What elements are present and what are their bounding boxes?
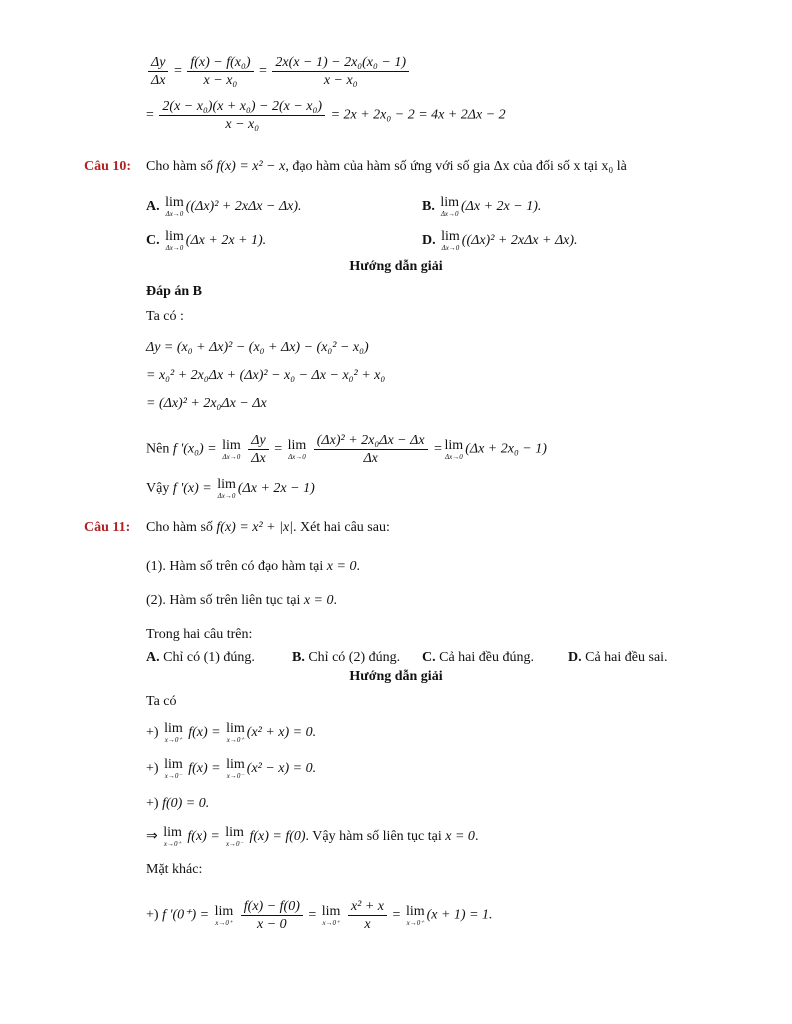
q11-option-b[interactable]: B. Chỉ có (2) đúng. (292, 650, 401, 665)
q10-vay-line: Vậy f '(x) = lim Δx→0 (Δx + 2x − 1) (146, 477, 315, 500)
fraction: $\frac{\Delta y}{\Delta x}$ (248, 432, 268, 467)
q10-answer: Đáp án B (146, 284, 203, 299)
q10-dy-line-2: = x₀² + 2x₀Δx + (Δx)² − x₀ − Δx − x₀² + x₀ (146, 368, 386, 383)
fraction: $\frac{\text{2(x − x₀)(x + x₀) − 2(x − x₀)}}{\text{x − x₀}}$ (159, 98, 325, 133)
q11-option-c[interactable]: C. Cả hai đều đúng. (422, 650, 534, 665)
q11-line-derivative: +) f '(0⁺) = lim x→0⁺ $\frac{f(x) - f(0)}{x - 0}$ = lim x→0⁺ $\frac{\text{x² + x}}{x}$ = lim x→0⁺ (x + 1) = 1. (146, 899, 493, 932)
question-11-label: Câu 11: (84, 520, 131, 535)
q10-guide-title: Hướng dẫn giải (349, 259, 443, 274)
derivation-line-2: = $\frac{\text{2(x − x₀)(x + x₀) − 2(x − x₀)}}{\text{x − x₀}}$ = 2x + 2x₀ − 2 = 4x + 2Δx − 2 (146, 99, 506, 132)
q10-dy-line-3: = (Δx)² + 2x₀Δx − Δx (146, 396, 267, 411)
q11-statement-2: (2). Hàm số trên liên tục tại x = 0. (146, 593, 338, 608)
q11-option-d[interactable]: D. Cả hai đều sai. (568, 650, 668, 665)
fraction: $\frac{\text{x² + x}}{x}$ (348, 898, 387, 933)
q11-ta-co: Ta có (146, 694, 177, 709)
question-10-stem: Cho hàm số f(x) = x² − x, đạo hàm của hàm số ứng với số gia Δx của đối số x tại x₀ là (146, 159, 627, 174)
q11-option-a[interactable]: A. Chỉ có (1) đúng. (146, 650, 255, 665)
fraction: $\frac{\text{2x(x − 1) − 2x₀(x₀ − 1)}}{\text{x − x₀}}$ (272, 54, 409, 89)
q11-line-continuity: ⇒ lim x→0⁺ f(x) = lim x→0⁻ f(x) = f(0). Vậy hàm số liên tục tại x = 0. (146, 825, 479, 848)
q11-line-limit-right: +) lim x→0⁺ f(x) = lim x→0⁺ (x² + x) = 0. (146, 721, 317, 744)
q10-option-d[interactable]: D. lim Δx→0 ((Δx)² + 2xΔx + Δx). (422, 229, 578, 252)
q10-option-a[interactable]: A. lim Δx→0 ((Δx)² + 2xΔx − Δx). (146, 195, 302, 218)
question-11-stem: Cho hàm số f(x) = x² + |x|. Xét hai câu sau: (146, 520, 390, 535)
fraction: $\frac{\text{f(x) − f(x₀)}}{\text{x − x₀}}$ (187, 54, 253, 89)
q11-statement-1: (1). Hàm số trên có đạo hàm tại x = 0. (146, 559, 360, 574)
q10-option-c[interactable]: C. lim Δx→0 (Δx + 2x + 1). (146, 229, 267, 252)
q11-line-limit-left: +) lim x→0⁻ f(x) = lim x→0⁻ (x² − x) = 0. (146, 757, 317, 780)
fraction: $\frac{f(x) - f(0)}{x - 0}$ (241, 898, 303, 933)
q11-trong: Trong hai câu trên: (146, 627, 253, 642)
q11-line-f0: +) f(0) = 0. (146, 796, 210, 811)
q10-option-b[interactable]: B. lim Δx→0 (Δx + 2x − 1). (422, 195, 542, 218)
q10-ta-co: Ta có : (146, 309, 184, 324)
q10-nen-line: Nên f '(x₀) = lim Δx→0 $\frac{\Delta y}{\Delta x}$ = lim Δx→0 $\frac{\text{(Δx)² + 2x₀Δx − Δx}}{\Delta x}$ = lim Δx→0 (Δx + 2x₀ − 1) (146, 433, 547, 466)
derivation-line-1: $\frac{\Delta y}{\Delta x}$ = $\frac{\text{f(x) − f(x₀)}}{\text{x − x₀}}$ = $\frac{\text{2x(x − 1) − 2x₀(x₀ − 1)}}{\text{x − x₀}}$ (146, 54, 411, 89)
q11-guide-title: Hướng dẫn giải (349, 669, 443, 684)
q11-mat-khac: Mặt khác: (146, 862, 203, 877)
fraction: $\frac{\Delta y}{\Delta x}$ (148, 54, 168, 89)
q10-dy-line-1: Δy = (x₀ + Δx)² − (x₀ + Δx) − (x₀² − x₀) (146, 340, 369, 355)
question-10-label: Câu 10: (84, 159, 132, 174)
fraction: $\frac{\text{(Δx)² + 2x₀Δx − Δx}}{\Delta x}$ (314, 432, 428, 467)
